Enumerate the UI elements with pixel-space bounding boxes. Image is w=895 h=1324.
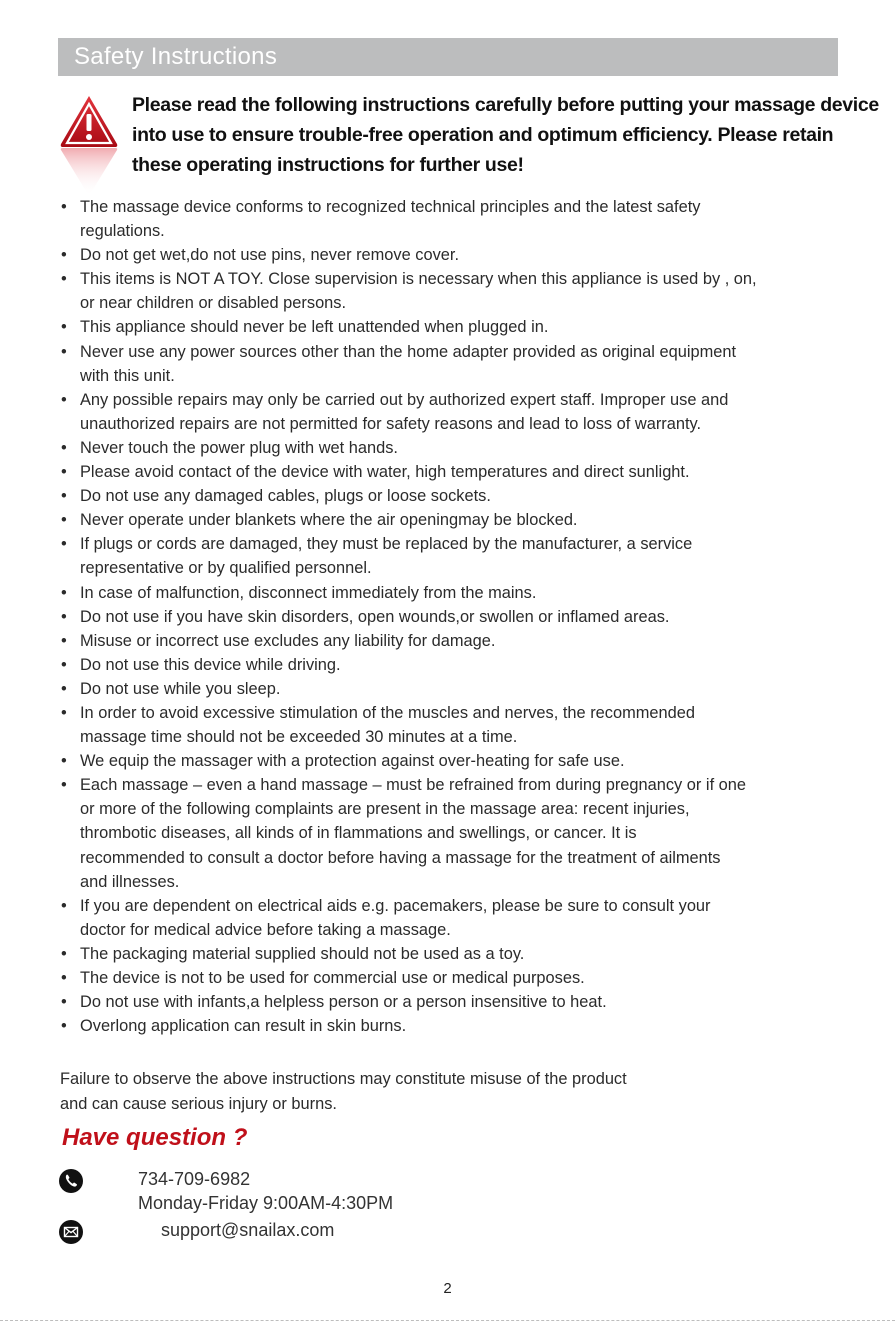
bullet-icon: • (61, 607, 67, 626)
page-number: 2 (443, 1280, 452, 1297)
intro-notice (132, 90, 879, 180)
bullet-icon: • (61, 583, 67, 602)
safety-rule-item (61, 532, 840, 580)
safety-rule-text: This items is NOT A TOY. Close supervision is necessary when this appliance is used by , on, (80, 270, 757, 289)
safety-rule-text: Do not get wet,do not use pins, never remove cover. (80, 246, 460, 265)
bullet-icon: • (61, 438, 67, 457)
phone-icon (58, 1168, 84, 1194)
safety-rule-text: The massage device conforms to recognized technical principles and the latest safety (80, 198, 701, 216)
bullet-icon: • (61, 198, 67, 216)
safety-rule-text: massage time should not be exceeded 30 minutes at a time. (80, 728, 518, 747)
safety-rule-text: We equip the massager with a protection against over-heating for safe use. (80, 752, 625, 771)
safety-rule-item (61, 315, 840, 339)
safety-rule-text: Never operate under blankets where the air openingmay be blocked. (80, 511, 578, 530)
safety-rule-item (61, 749, 840, 773)
safety-rule-item (61, 605, 840, 629)
misuse-warning-line: Failure to observe the above instructions may constitute misuse of the product (60, 1070, 627, 1088)
safety-rule-item (61, 653, 840, 677)
support-hours: Monday-Friday 9:00AM-4:30PM (138, 1193, 394, 1213)
safety-rule-text: thrombotic diseases, all kinds of in flammations and swellings, or cancer. It is (80, 824, 637, 843)
safety-rule-item (61, 677, 840, 701)
warning-triangle-icon (58, 92, 120, 202)
safety-rules-list (61, 195, 840, 1038)
safety-rule-text: with this unit. (80, 366, 175, 385)
bullet-icon: • (61, 390, 67, 409)
safety-rule-text: Never touch the power plug with wet hands. (80, 438, 398, 457)
safety-rule-item (61, 267, 840, 315)
safety-rule-text: Do not use this device while driving. (80, 655, 341, 674)
intro-line: these operating instructions for further use! (132, 154, 524, 176)
safety-rule-text: Do not use if you have skin disorders, open wounds,or swollen or inflamed areas. (80, 607, 670, 626)
bullet-icon: • (61, 511, 67, 530)
safety-rule-item (61, 340, 840, 388)
safety-rule-text: If you are dependent on electrical aids e.g. pacemakers, please be sure to consult your (80, 896, 711, 915)
bullet-icon: • (61, 487, 67, 506)
support-email-link[interactable]: support@snailax.com (161, 1220, 335, 1240)
safety-rule-text: and illnesses. (80, 872, 180, 891)
bullet-icon: • (61, 703, 67, 722)
safety-rule-text: representative or by qualified personnel. (80, 559, 372, 578)
safety-rule-item (61, 773, 840, 893)
safety-rule-text: In order to avoid excessive stimulation of the muscles and nerves, the recommended (80, 703, 695, 722)
safety-rule-text: The packaging material supplied should not be used as a toy. (80, 944, 525, 963)
bullet-icon: • (61, 679, 67, 698)
support-phone[interactable]: 734-709-6982 (138, 1169, 251, 1189)
bullet-icon: • (61, 993, 67, 1012)
safety-rule-item (61, 581, 840, 605)
email-icon (58, 1219, 84, 1245)
bottom-divider (0, 1320, 895, 1321)
safety-rule-text: Never use any power sources other than the home adapter provided as original equipment (80, 342, 737, 361)
safety-rule-text: Please avoid contact of the device with water, high temperatures and direct sunlight. (80, 463, 690, 482)
safety-rule-item (61, 436, 840, 460)
safety-rule-text: doctor for medical advice before taking a massage. (80, 920, 451, 939)
bullet-icon: • (61, 342, 67, 361)
safety-rule-item (61, 460, 840, 484)
safety-rule-item (61, 701, 840, 749)
safety-rule-item (61, 1014, 840, 1038)
safety-rule-text: Overlong application can result in skin burns. (80, 1017, 407, 1036)
bullet-icon: • (61, 896, 67, 915)
safety-rule-item (61, 508, 840, 532)
safety-rule-item (61, 629, 840, 653)
safety-rule-text: This appliance should never be left unattended when plugged in. (80, 318, 549, 337)
safety-rule-item (61, 894, 840, 942)
bullet-icon: • (61, 631, 67, 650)
safety-rule-text: unauthorized repairs are not permitted for safety reasons and lead to loss of warranty. (80, 414, 702, 433)
safety-rule-text: Misuse or incorrect use excludes any liability for damage. (80, 631, 496, 650)
safety-rule-text: or near children or disabled persons. (80, 294, 347, 313)
misuse-warning (60, 1067, 627, 1116)
safety-rule-text: Do not use any damaged cables, plugs or loose sockets. (80, 487, 491, 506)
bullet-icon: • (61, 655, 67, 674)
bullet-icon: • (61, 776, 67, 795)
bullet-icon: • (61, 463, 67, 482)
safety-rule-item (61, 388, 840, 436)
safety-rule-text: Each massage – even a hand massage – must be refrained from during pregnancy or if one (80, 776, 747, 795)
bullet-icon: • (61, 535, 67, 554)
safety-rule-item (61, 966, 840, 990)
intro-line: into use to ensure trouble-free operation and optimum efficiency. Please retain (132, 124, 834, 146)
safety-rule-text: or more of the following complaints are present in the massage area: recent injuries, (80, 800, 690, 819)
section-title-bar (58, 38, 838, 76)
bullet-icon: • (61, 318, 67, 337)
bullet-icon: • (61, 969, 67, 987)
safety-rule-item (61, 484, 840, 508)
safety-rule-item (61, 990, 840, 1014)
safety-rule-item (61, 942, 840, 966)
bullet-icon: • (61, 1017, 67, 1036)
safety-rule-text: Any possible repairs may only be carried out by authorized expert staff. Improper use and (80, 390, 729, 409)
bullet-icon: • (61, 270, 67, 289)
bullet-icon: • (61, 944, 67, 963)
contact-heading: Have question ? (62, 1124, 248, 1151)
safety-rule-text: Do not use with infants,a helpless person or a person insensitive to heat. (80, 993, 607, 1012)
safety-rule-item (61, 195, 840, 243)
safety-rule-text: regulations. (80, 222, 165, 241)
intro-line: Please read the following instructions carefully before putting your massage device (132, 94, 879, 116)
safety-rule-item (61, 243, 840, 267)
bullet-icon: • (61, 752, 67, 771)
safety-rule-text: If plugs or cords are damaged, they must be replaced by the manufacturer, a service (80, 535, 693, 554)
misuse-warning-line: and can cause serious injury or burns. (60, 1094, 337, 1113)
safety-rule-text: In case of malfunction, disconnect immediately from the mains. (80, 583, 537, 602)
safety-rule-text: The device is not to be used for commercial use or medical purposes. (80, 969, 585, 987)
section-title: Safety Instructions (74, 43, 278, 70)
safety-rule-text: Do not use while you sleep. (80, 679, 281, 698)
safety-rule-text: recommended to consult a doctor before having a massage for the treatment of ailments (80, 848, 721, 867)
bullet-icon: • (61, 246, 67, 265)
